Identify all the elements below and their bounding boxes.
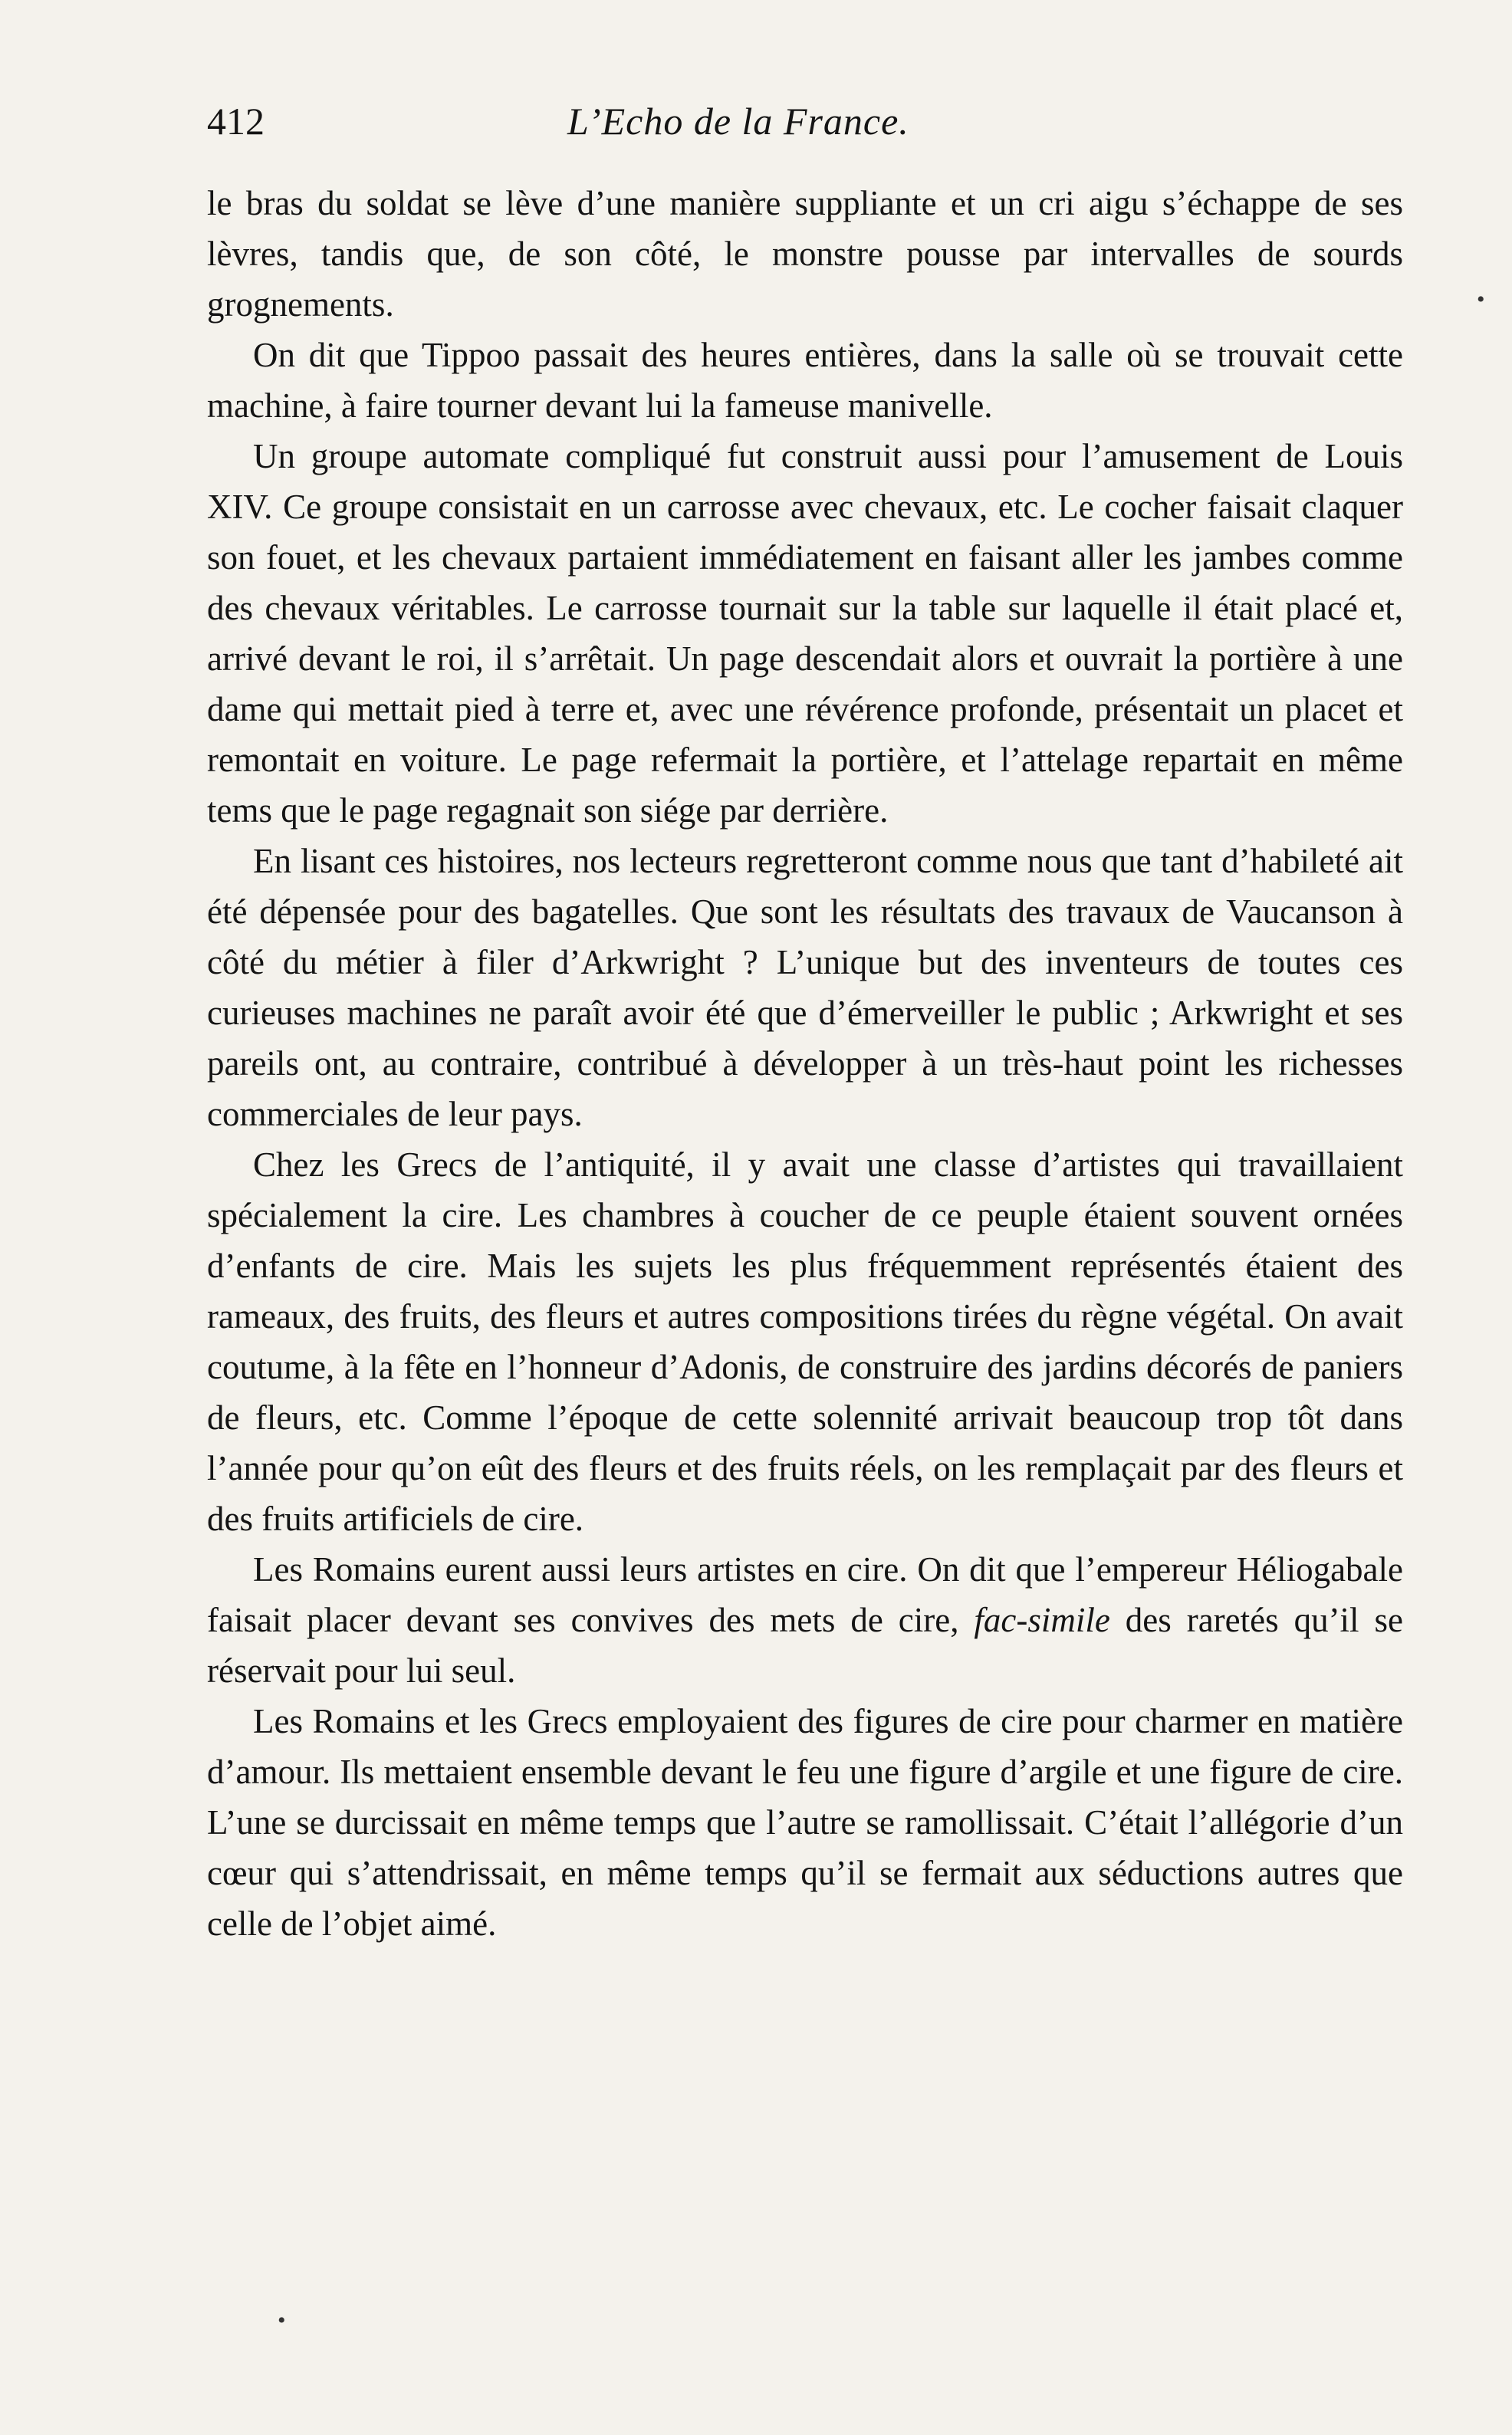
paragraph bbox=[207, 1544, 1403, 1696]
italic-term: fac-simile bbox=[974, 1601, 1110, 1639]
paragraph-text: Les Romains eurent aussi leurs artistes en cire. On dit que l’empereur Héliogabale faisait placer devant ses convives des mets de cire, bbox=[207, 1550, 1403, 1639]
page-header bbox=[207, 90, 1403, 152]
page-number: 412 bbox=[207, 100, 265, 143]
paragraph: le bras du soldat se lève d’une manière suppliante et un cri aigu s’échappe de ses lèvres, tandis que, de son côté, le monstre pousse par intervalles de sourds grognements. bbox=[207, 184, 1403, 324]
margin-dot: • bbox=[1477, 287, 1485, 312]
body-text bbox=[207, 178, 1403, 1949]
paragraph: Les Romains et les Grecs employaient des figures de cire pour charmer en matière d’amour. Ils mettaient ensemble devant le feu une figure d’argile et une figure de cire. L’une se durcissait en même temps que l’autre se ramollissait. C’était l’allégorie d’un cœur qui s’attendrissait, en même temps qu’il se fermait aux séductions autres que celle de l’objet aimé. bbox=[207, 1702, 1403, 1943]
paragraph: Chez les Grecs de l’antiquité, il y avait une classe d’artistes qui travaillaient spécialement la cire. Les chambres à coucher de ce peuple étaient souvent ornées d’enfants de cire. Mais les sujets les plus fréquemment représentés étaient des rameaux, des fruits, des fleurs et autres compositions tirées du règne végétal. On avait coutume, à la fête en l’honneur d’Adonis, de construire des jardins décorés de paniers de fleurs, etc. Comme l’époque de cette solennité arrivait beaucoup trop tôt dans l’année pour qu’on eût des fleurs et des fruits réels, on les remplaçait par des fleurs et des fruits artificiels de cire. bbox=[207, 1145, 1403, 1538]
paragraph: On dit que Tippoo passait des heures entières, dans la salle où se trouvait cette machine, à faire tourner devant lui la fameuse manivelle. bbox=[207, 336, 1403, 425]
running-title: L’Echo de la France. bbox=[567, 100, 909, 143]
paragraph: Un groupe automate compliqué fut construit aussi pour l’amusement de Louis XIV. Ce groupe consistait en un carrosse avec chevaux, etc. Le cocher faisait claquer son fouet, et les chevaux partaient immédiatement en faisant aller les jambes comme des chevaux véritables. Le carrosse tournait sur la table sur laquelle il était placé et, arrivé devant le roi, il s’arrêtait. Un page descendait alors et ouvrait la portière à une dame qui mettait pied à terre et, avec une révérence profonde, présentait un placet et remontait en voiture. Le page refermait la portière, et l’attelage repartait en même tems que le page regagnait son siége par derrière. bbox=[207, 437, 1403, 830]
margin-dot: • bbox=[278, 2308, 286, 2333]
paragraph-text: des raretés qu’il se réservait pour lui seul. bbox=[207, 1601, 1403, 1690]
paragraph: En lisant ces histoires, nos lecteurs regretteront comme nous que tant d’habileté ait été dépensée pour des bagatelles. Que sont les résultats des travaux de Vaucanson à côté du métier à filer d’Arkwright ? L’unique but des inventeurs de toutes ces curieuses machines ne paraît avoir été que d’émerveiller le public ; Arkwright et ses pareils ont, au contraire, contribué à développer à un très-haut point les richesses commerciales de leur pays. bbox=[207, 842, 1403, 1133]
